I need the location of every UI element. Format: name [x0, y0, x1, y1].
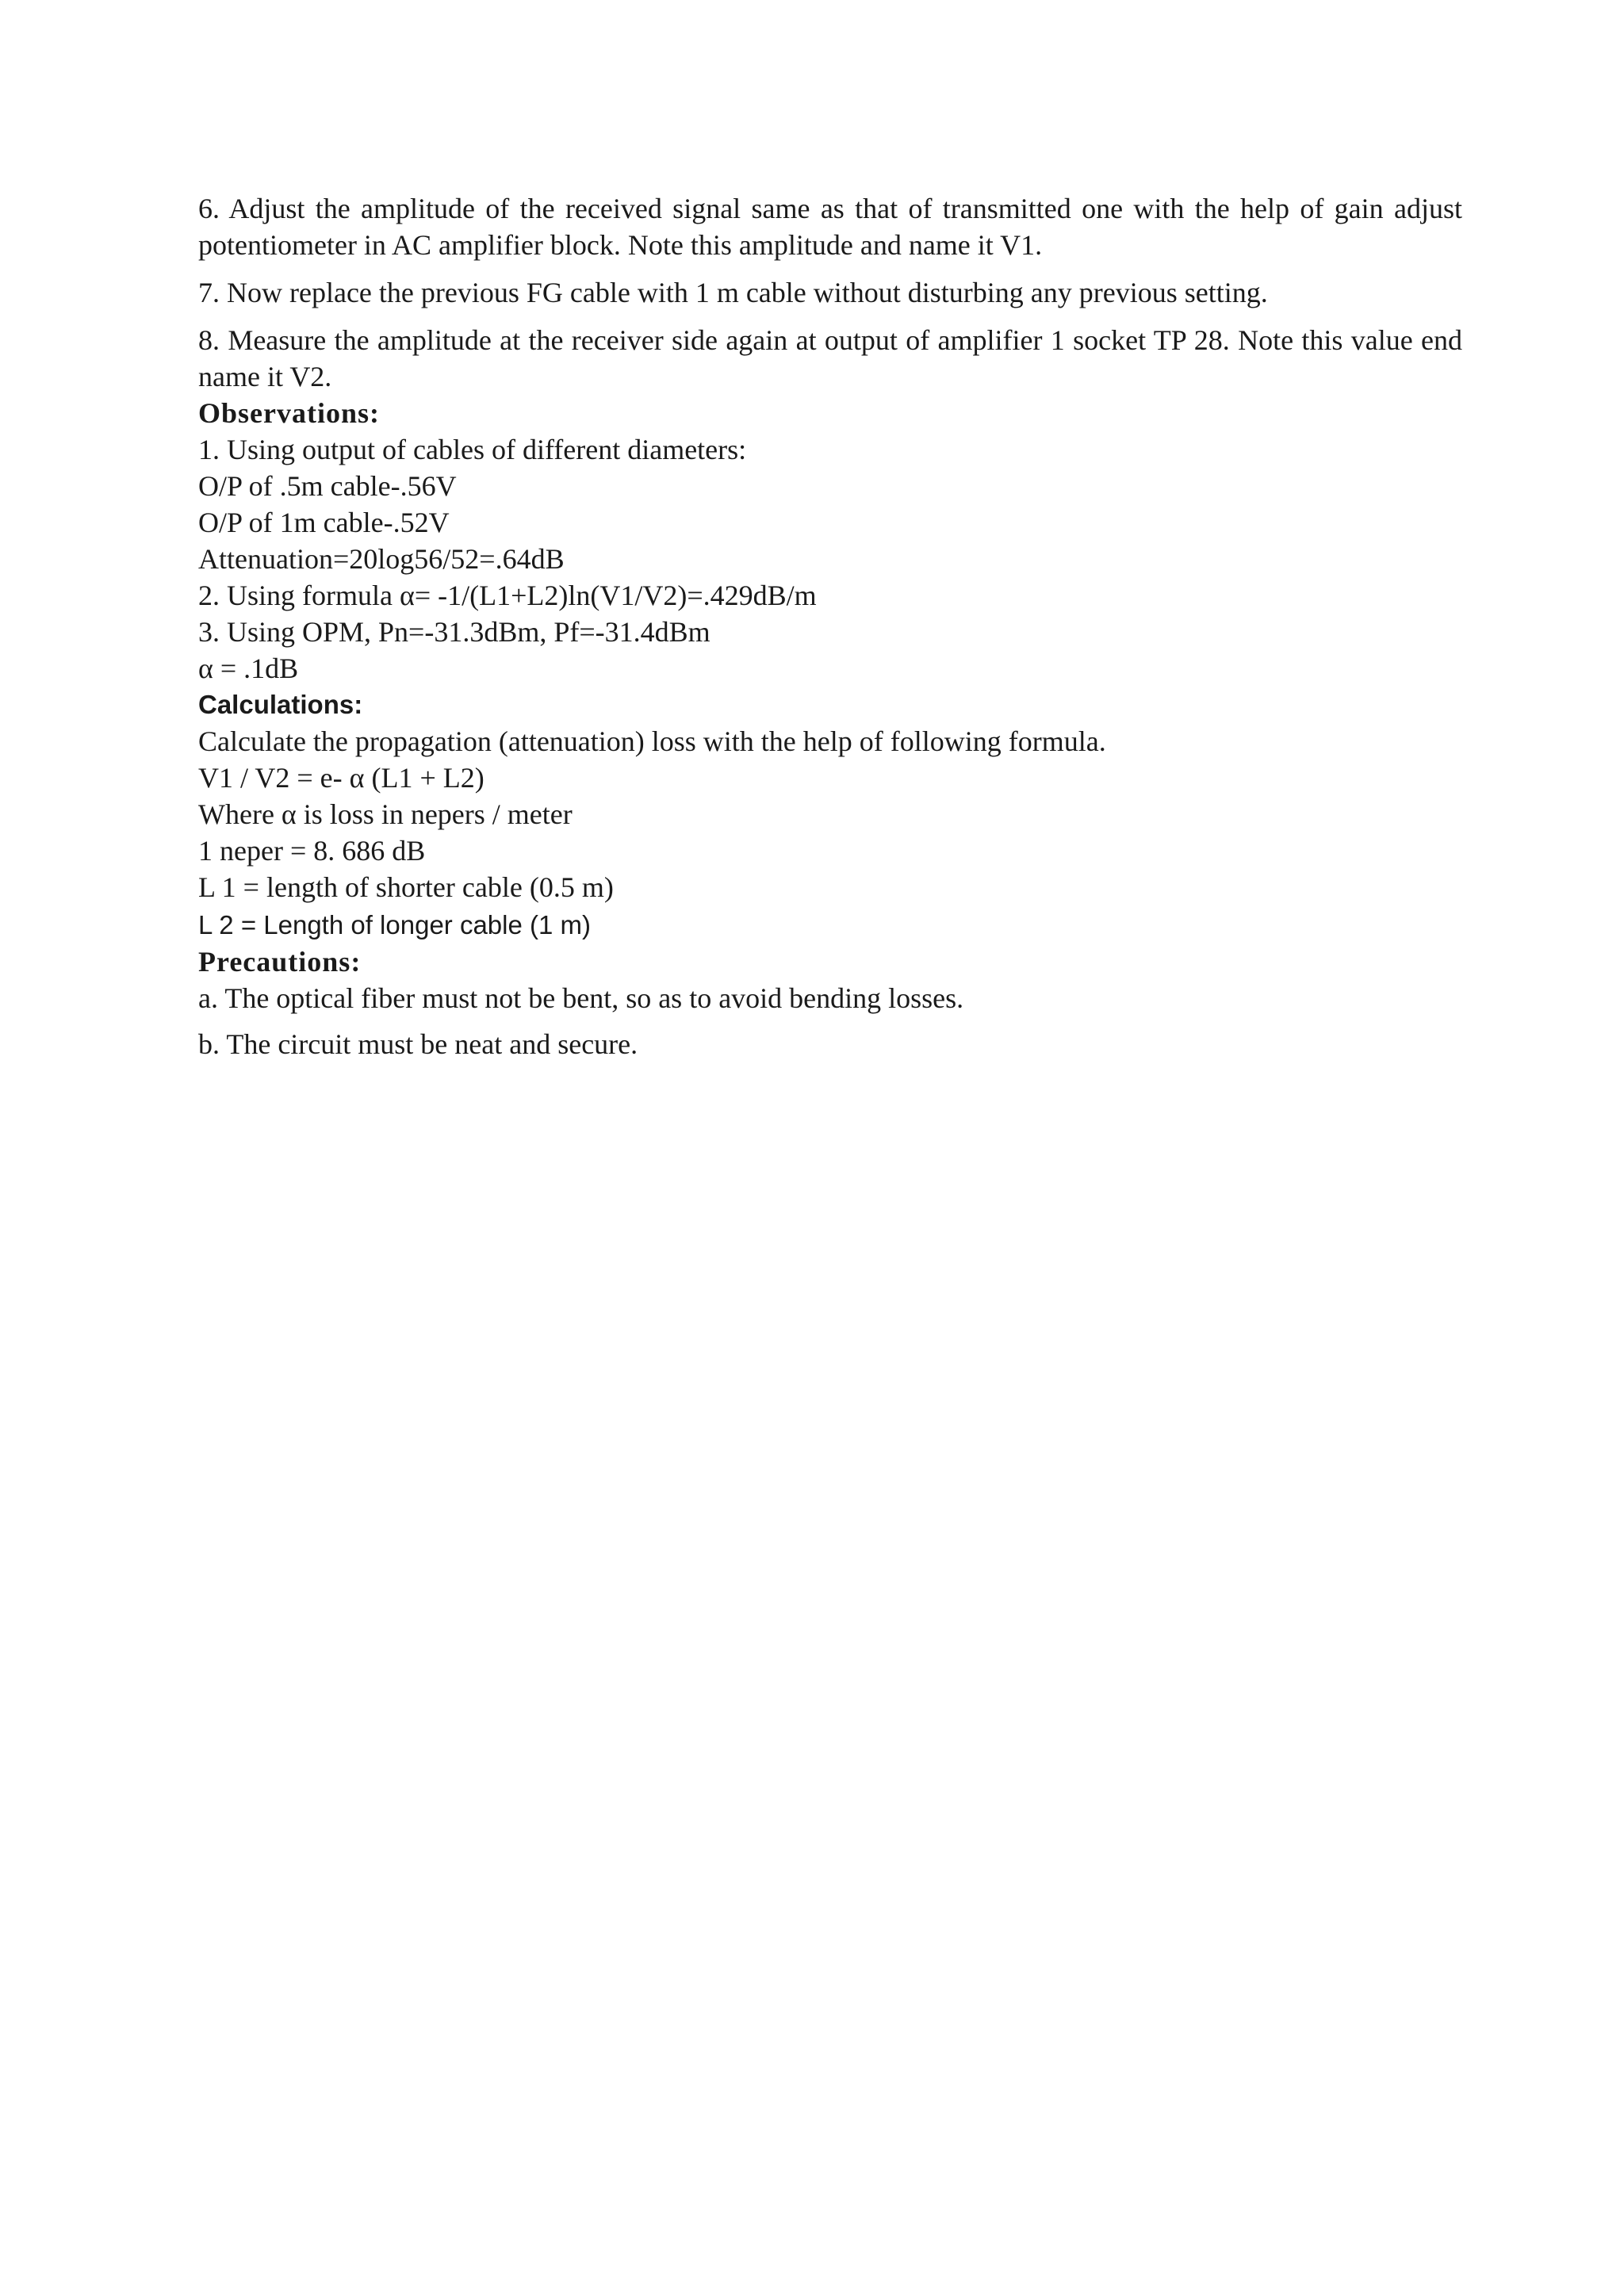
observation-line: 2. Using formula α= -1/(L1+L2)ln(V1/V2)=.429dB/m [198, 580, 817, 611]
observation-line: 3. Using OPM, Pn=-31.3dBm, Pf=-31.4dBm [198, 616, 710, 648]
observation-line: O/P of .5m cable-.56V [198, 470, 457, 502]
calculation-line: L 2 = Length of longer cable (1 m) [198, 910, 591, 939]
step-7: 7. Now replace the previous FG cable with 1 m cable without disturbing any previous setting. [198, 277, 1268, 308]
calculation-line: Where α is loss in nepers / meter [198, 798, 573, 830]
calculation-line: V1 / V2 = e- α (L1 + L2) [198, 762, 485, 794]
calculation-line: 1 neper = 8. 686 dB [198, 835, 426, 867]
observation-line: α = .1dB [198, 652, 299, 684]
precaution-item: a. The optical fiber must not be bent, so as to avoid bending losses. [198, 982, 964, 1014]
document-content [198, 190, 1462, 1062]
calculation-line: L 1 = length of shorter cable (0.5 m) [198, 871, 614, 903]
observation-line: O/P of 1m cable-.52V [198, 507, 450, 538]
observations-heading: Observations: [198, 397, 380, 429]
observation-line: Attenuation=20log56/52=.64dB [198, 543, 565, 575]
observation-line: 1. Using output of cables of different diameters: [198, 434, 747, 465]
precautions-heading: Precautions: [198, 946, 362, 978]
calculation-line: Calculate the propagation (attenuation) loss with the help of following formula. [198, 725, 1106, 757]
step-8: 8. Measure the amplitude at the receiver side again at output of amplifier 1 socket TP 28. Note this value end name it V2. [198, 324, 1462, 392]
calculations-heading: Calculations: [198, 690, 363, 719]
precaution-item: b. The circuit must be neat and secure. [198, 1028, 638, 1060]
step-6: 6. Adjust the amplitude of the received signal same as that of transmitted one with the help of gain adjust potentiometer in AC amplifier block. Note this amplitude and name it V1. [198, 193, 1462, 261]
